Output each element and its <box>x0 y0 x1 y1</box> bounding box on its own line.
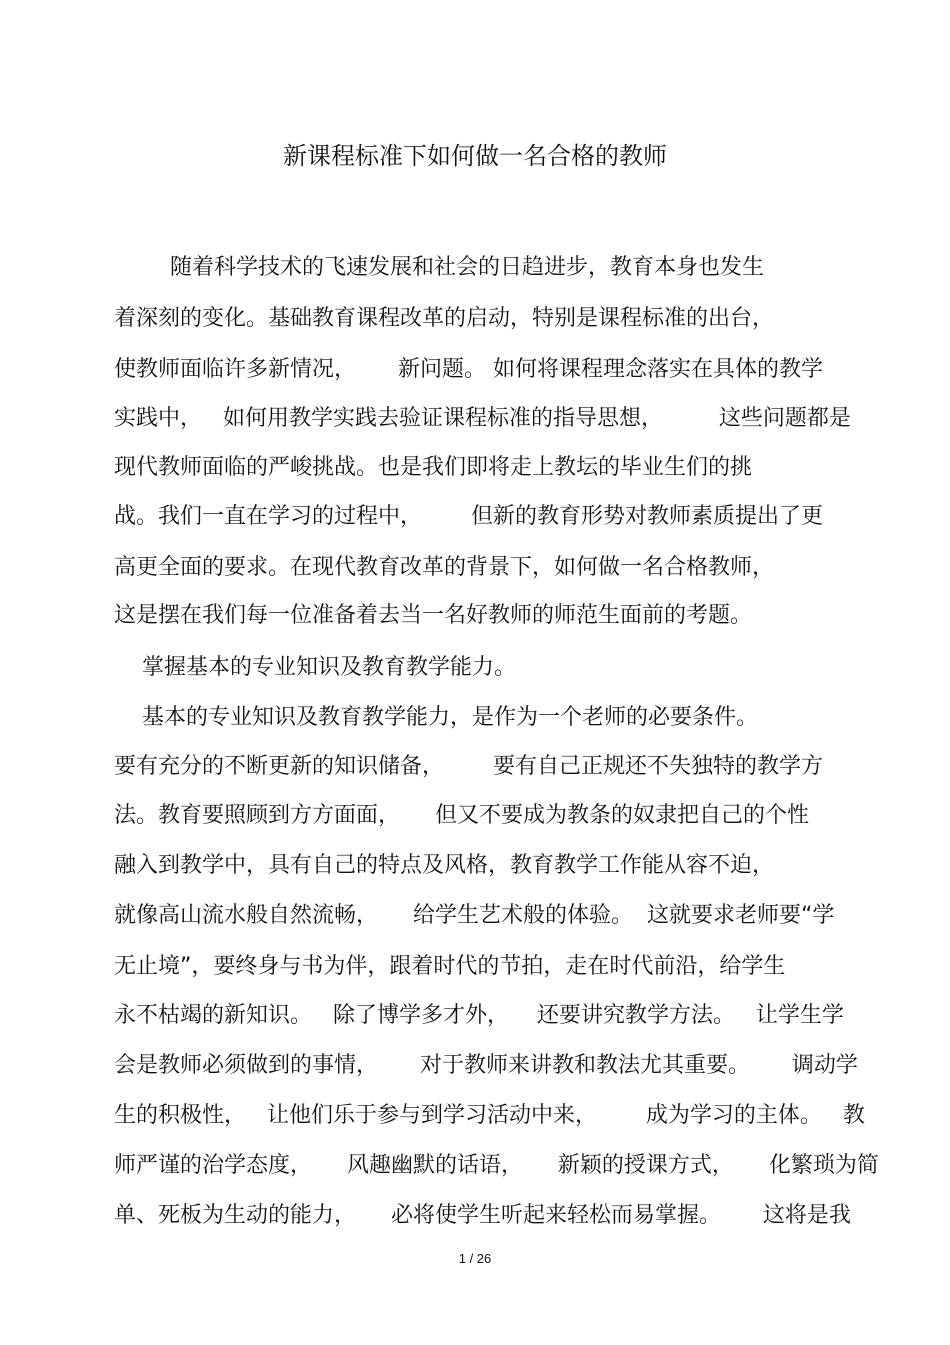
body-line: 师严谨的治学态度， 风趣幽默的话语， 新颖的授课方式， 化繁琐为简 <box>114 1153 879 1178</box>
body-line: 这是摆在我们每一位准备着去当一名好教师的师范生面前的考题。 <box>114 603 753 628</box>
body-line: 生的积极性， 让他们乐于参与到学习活动中来， 成为学习的主体。 教 <box>114 1103 865 1128</box>
section-heading: 掌握基本的专业知识及教育教学能力。 <box>114 655 516 680</box>
body-line: 法。教育要照顾到方方面面， 但又不要成为教条的奴隶把自己的个性 <box>114 803 809 828</box>
body-line: 战。我们一直在学习的过程中， 但新的教育形势对教师素质提出了更 <box>114 504 823 529</box>
body-line: 随着科学技术的飞速发展和社会的日趋进步，教育本身也发生 <box>114 255 764 280</box>
body-line: 使教师面临许多新情况， 新问题。 如何将课程理念落实在具体的教学 <box>114 357 823 382</box>
body-line: 着深刻的变化。基础教育课程改革的启动，特别是课程标准的出台， <box>114 306 775 331</box>
body-line: 实践中， 如何用教学实践去验证课程标准的指导思想， 这些问题都是 <box>114 406 851 431</box>
body-line: 永不枯竭的新知识。 除了博学多才外， 还要讲究教学方法。 让学生学 <box>114 1003 844 1028</box>
page-number: 1 / 26 <box>458 1251 492 1266</box>
body-line: 高更全面的要求。在现代教育改革的背景下，如何做一名合格教师， <box>114 555 775 580</box>
body-line: 单、死板为生动的能力， 必将使学生听起来轻松而易掌握。 这将是我 <box>114 1203 851 1228</box>
body-line: 无止境”，要终身与书为伴，跟着时代的节拍，走在时代前沿，给学生 <box>114 954 786 979</box>
body-line: 现代教师面临的严峻挑战。也是我们即将走上教坛的毕业生们的挑 <box>114 455 753 480</box>
body-line: 要有充分的不断更新的知识储备， 要有自己正规还不失独特的教学方 <box>114 754 823 779</box>
body-line: 融入到教学中，具有自己的特点及风格，教育教学工作能从容不迫， <box>114 853 775 878</box>
body-line: 基本的专业知识及教育教学能力，是作为一个老师的必要条件。 <box>114 705 758 730</box>
body-line: 就像高山流水般自然流畅， 给学生艺术般的体验。 这就要求老师要“学 <box>114 903 835 928</box>
body-line: 会是教师必须做到的事情， 对于教师来讲教和教法尤其重要。 调动学 <box>114 1053 858 1078</box>
document-title: 新课程标准下如何做一名合格的教师 <box>283 142 667 170</box>
